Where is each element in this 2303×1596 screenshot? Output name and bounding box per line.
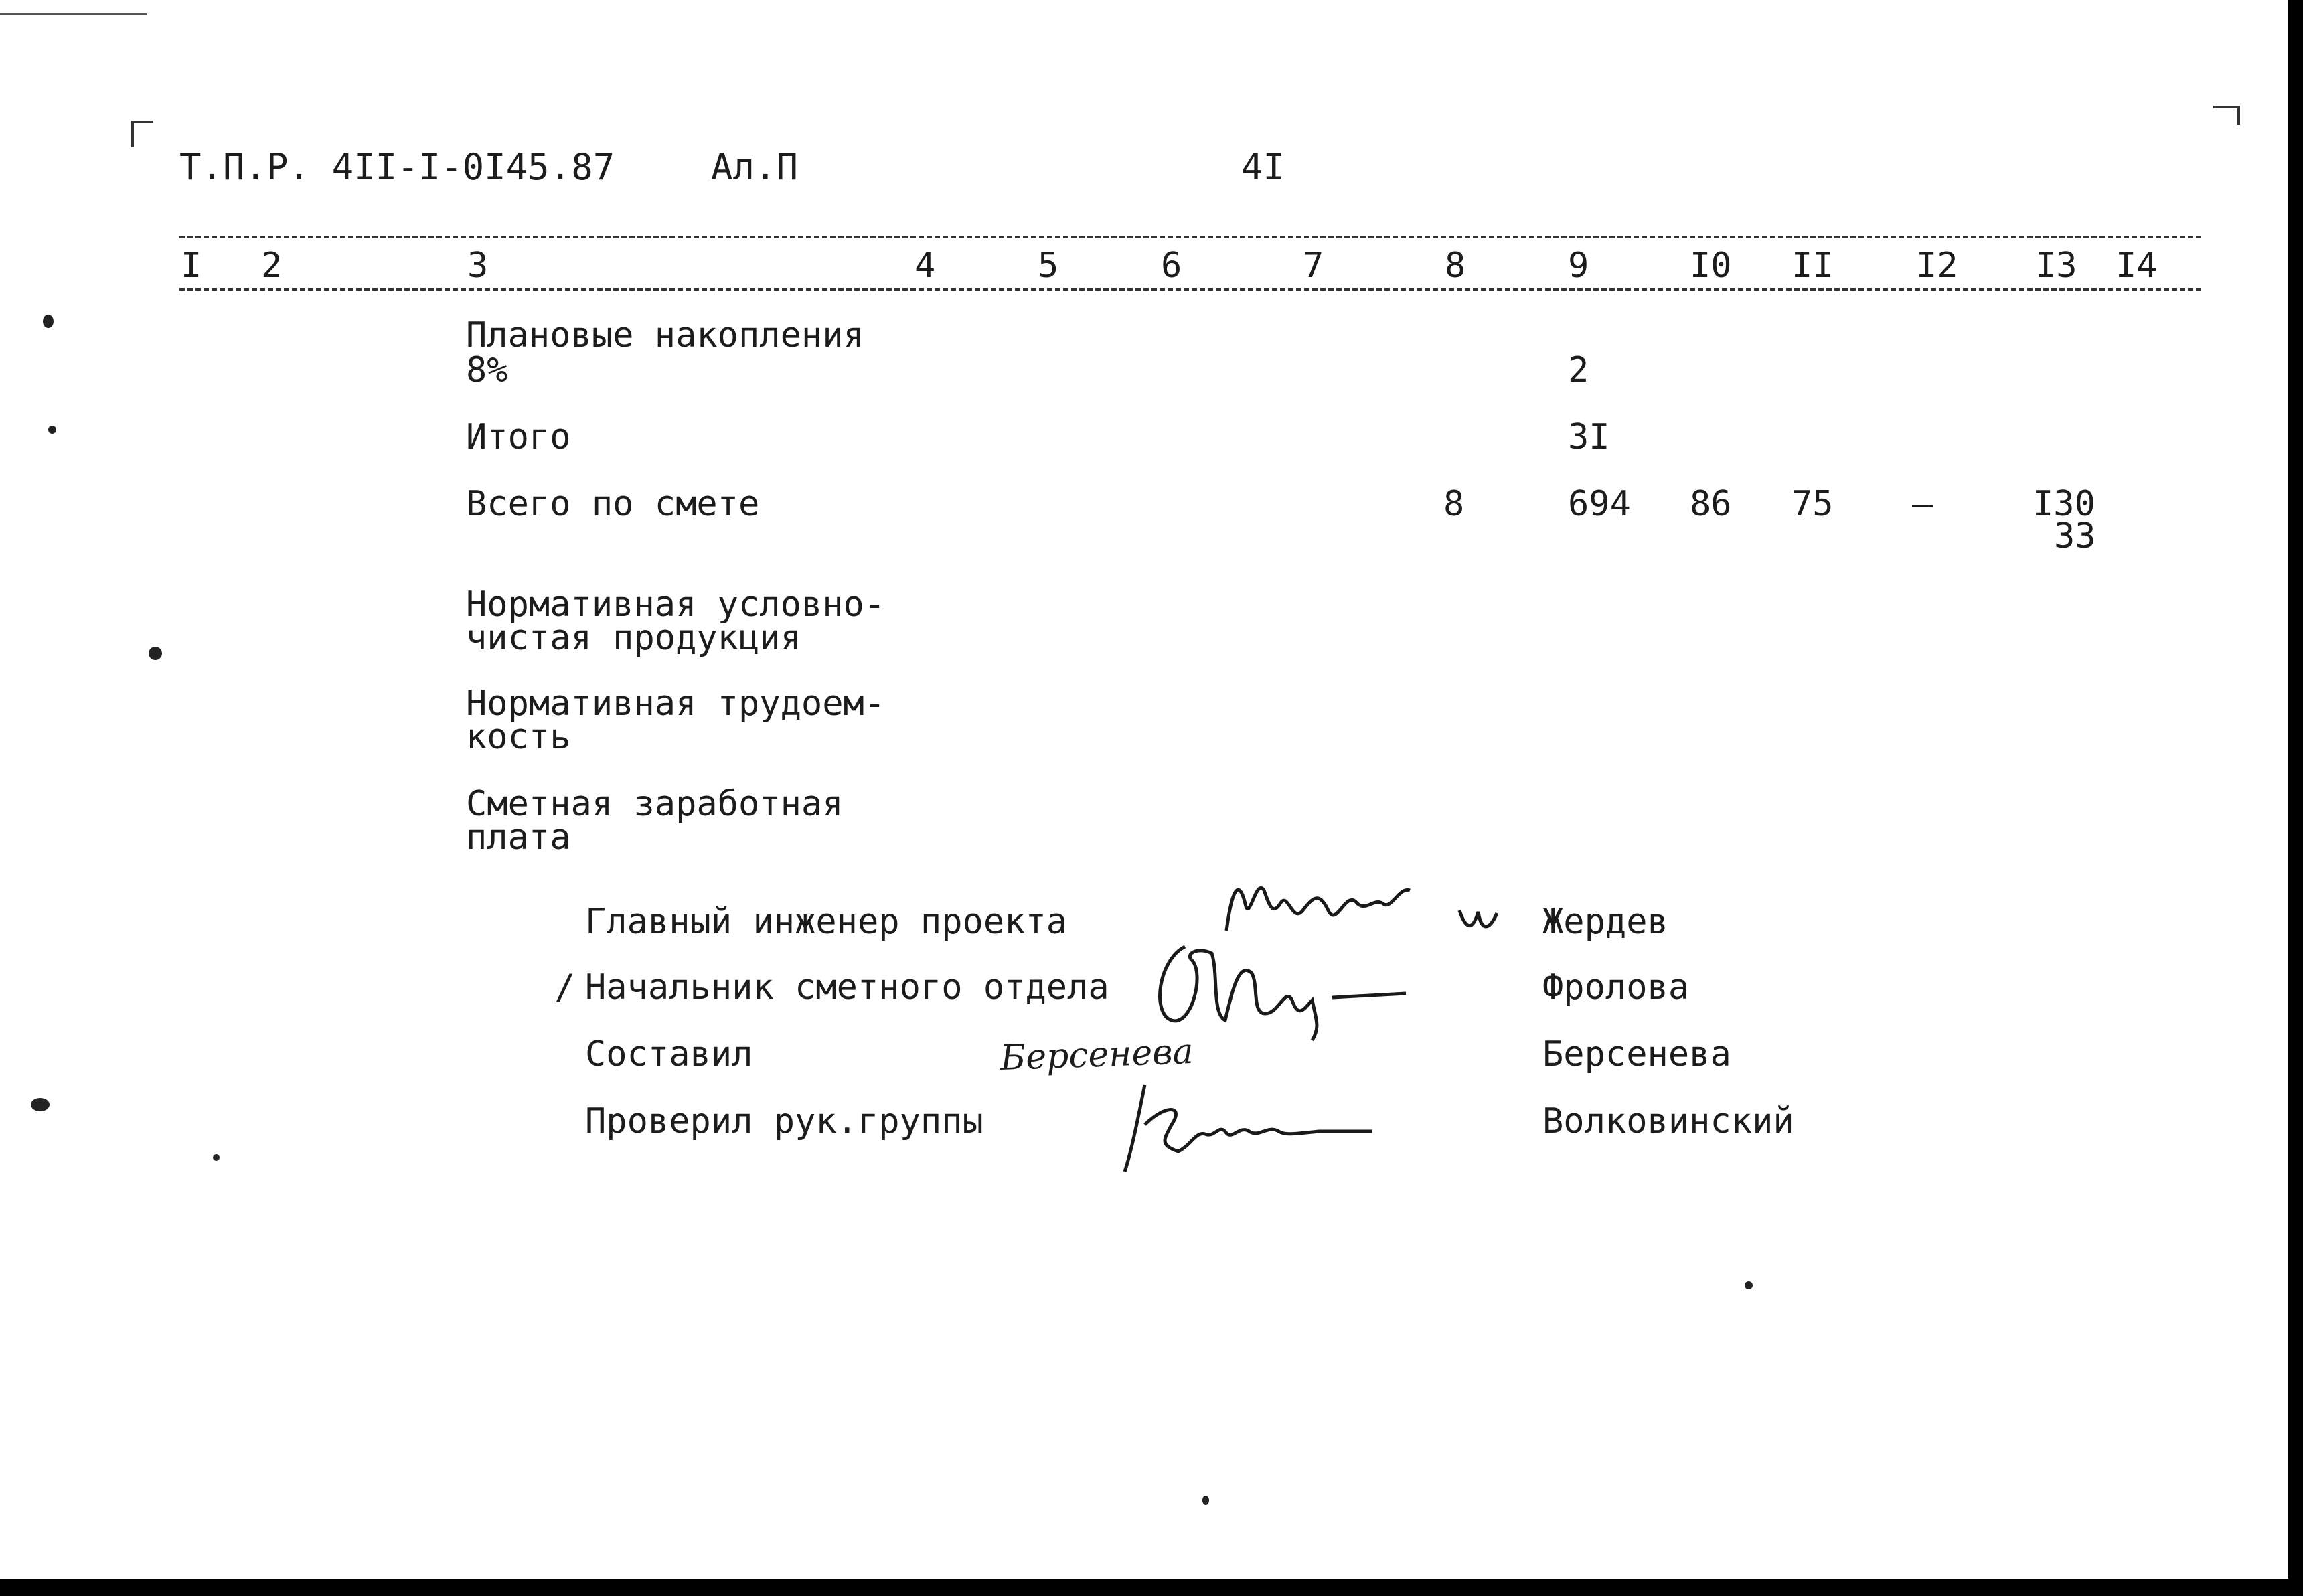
signature-name: Волковинский	[1542, 1101, 1794, 1141]
col-header-10: I0	[1690, 246, 1732, 286]
scan-speck	[1745, 1281, 1753, 1289]
signature-role: Составил	[585, 1034, 753, 1074]
row-label: Плановые накопления	[466, 315, 864, 355]
signature-role: Проверил рук.группы	[585, 1101, 983, 1141]
col-header-14: I4	[2116, 246, 2158, 286]
row-label: кость	[466, 717, 571, 757]
col-header-2: 2	[261, 246, 283, 286]
cell-col13: 33	[2054, 516, 2096, 556]
corner-mark-right	[2213, 106, 2240, 125]
col-header-9: 9	[1568, 246, 1589, 286]
cell-col9: 2	[1568, 350, 1589, 390]
signature-scribble-group-head	[1118, 1078, 1426, 1178]
cell-col12: –	[1912, 484, 1933, 524]
row-label: Всего по смете	[466, 484, 760, 524]
col-header-7: 7	[1303, 246, 1324, 286]
page-number: 4I	[1241, 146, 1285, 188]
row-label: Итого	[466, 417, 571, 457]
signature-name: Берсенева	[1542, 1034, 1731, 1074]
album-label: Ал.П	[711, 146, 799, 188]
signature-role: Начальник сметного отдела	[585, 967, 1109, 1008]
col-header-8: 8	[1445, 246, 1466, 286]
scan-speck	[213, 1154, 220, 1161]
top-left-line	[0, 13, 147, 15]
scan-speck	[48, 426, 56, 434]
page-frame-bottom	[0, 1579, 2303, 1596]
signature-name: Жердев	[1542, 902, 1668, 942]
scan-speck	[1202, 1496, 1209, 1505]
col-header-11: II	[1792, 246, 1834, 286]
cell-col9: 3I	[1568, 417, 1610, 457]
row-label: плата	[466, 817, 571, 858]
col-header-1: I	[181, 246, 202, 286]
col-header-6: 6	[1161, 246, 1182, 286]
corner-mark-left	[131, 121, 153, 147]
row-label: чистая продукция	[466, 618, 801, 658]
col-header-4: 4	[915, 246, 936, 286]
table-header-bottom-rule	[179, 288, 2201, 291]
col-header-3: 3	[467, 246, 489, 286]
cell-col9: 694	[1568, 484, 1631, 524]
scan-speck	[149, 647, 162, 660]
row-label: Нормативная трудоем-	[466, 684, 886, 724]
row-label: Нормативная условно-	[466, 584, 886, 625]
col-header-5: 5	[1038, 246, 1059, 286]
page-frame-right	[2288, 0, 2303, 1596]
table-top-rule	[179, 236, 2201, 238]
slash-mark: /	[554, 967, 576, 1008]
cell-col13: I30	[2033, 484, 2095, 524]
row-label: 8%	[466, 350, 508, 390]
doc-code: Т.П.Р. 4II-I-0I45.87	[179, 146, 615, 188]
col-header-12: I2	[1916, 246, 1958, 286]
cell-col8: 8	[1443, 484, 1465, 524]
scan-speck	[43, 315, 54, 328]
signature-scribble-estimates-head	[1145, 933, 1413, 1047]
row-label: Сметная заработная	[466, 784, 844, 824]
signature-name: Фролова	[1542, 967, 1690, 1008]
cell-col10: 86	[1690, 484, 1732, 524]
handwritten-signature: Берсенева	[1000, 1031, 1194, 1079]
scan-speck	[31, 1098, 50, 1111]
col-header-13: I3	[2035, 246, 2077, 286]
cell-col11: 75	[1792, 484, 1834, 524]
signature-role: Главный инженер проекта	[585, 902, 1068, 942]
